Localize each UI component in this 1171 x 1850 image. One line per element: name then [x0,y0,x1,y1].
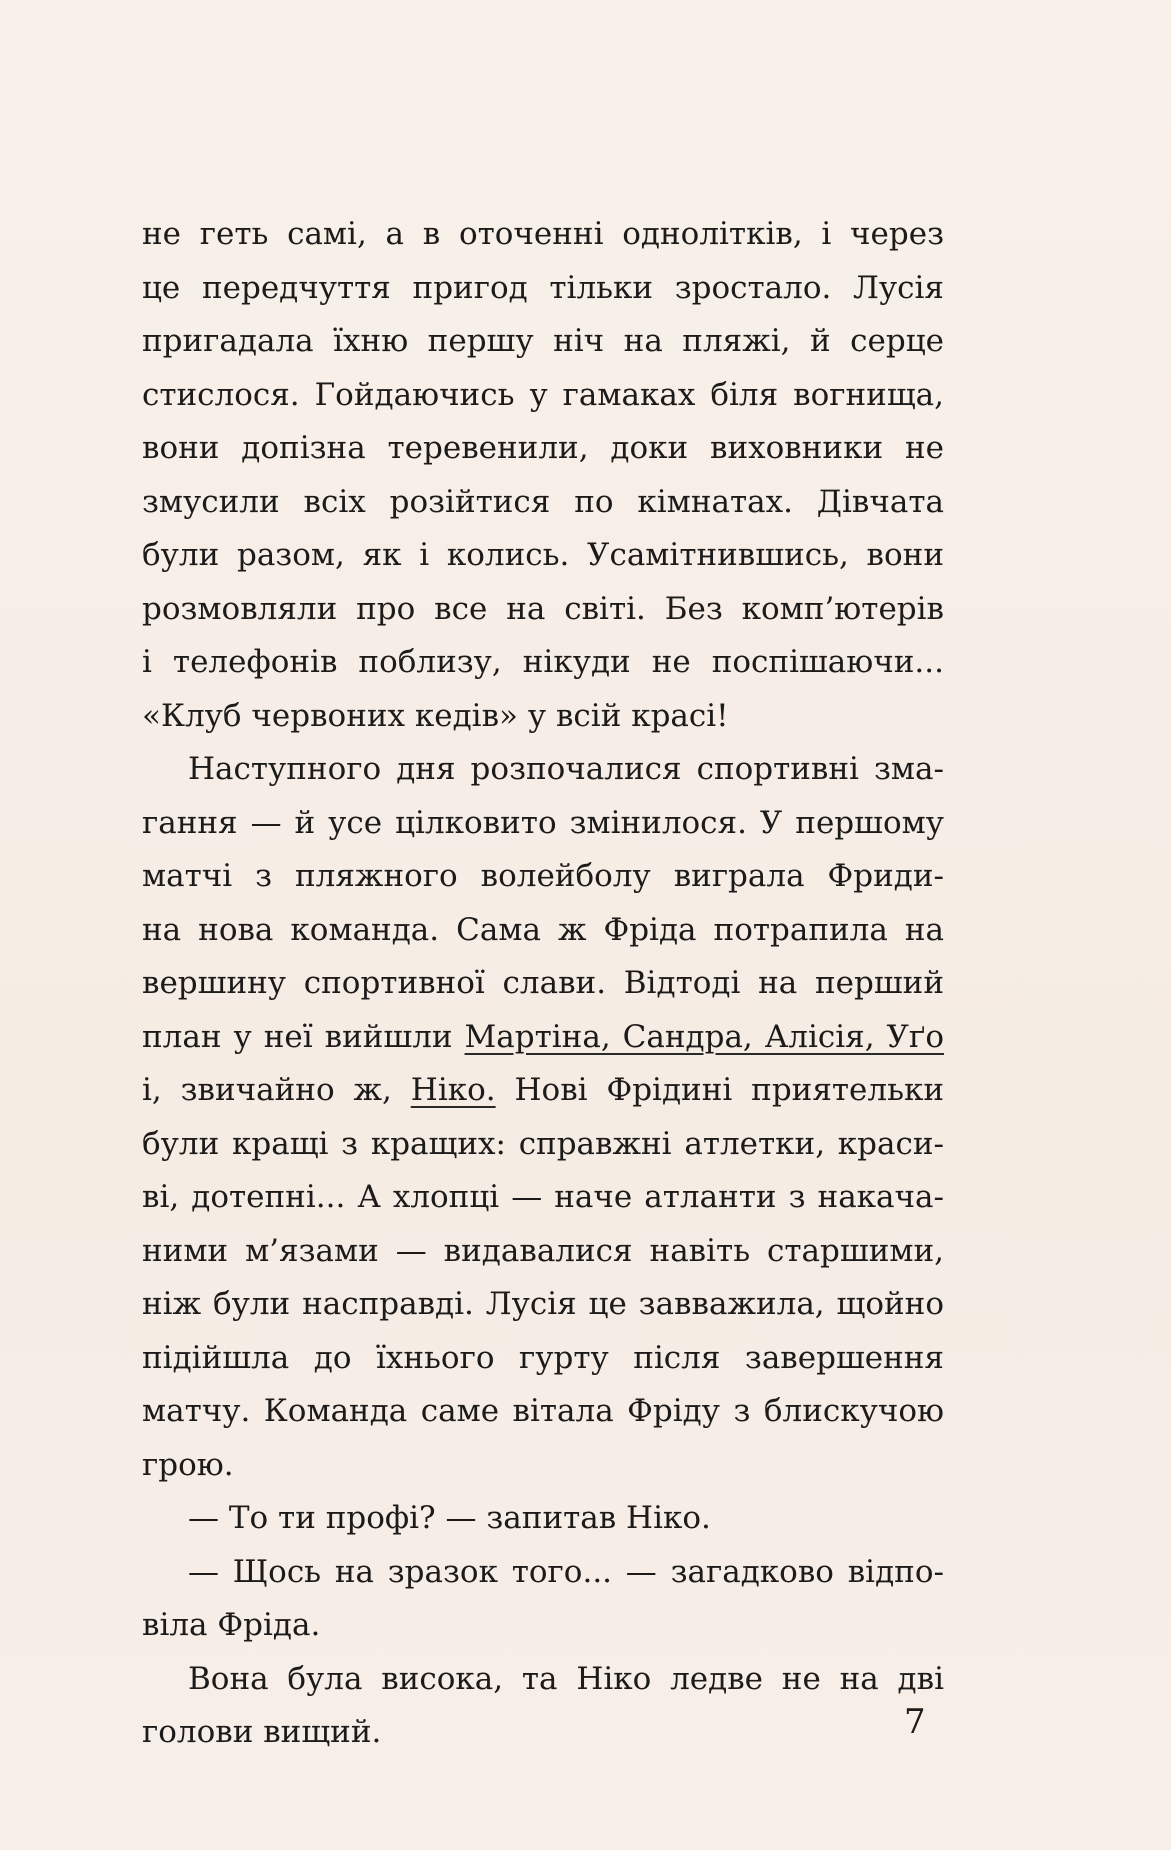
text-line: «Клуб червоних кедів» у всій красі! [142,697,729,734]
pen-underline-names: Мартіна, Сандра, Алісія, Уґо [464,1018,944,1055]
text-line: матчі з пляжного волейболу виграла Фриди- [142,858,944,894]
pen-underline-niko: Ніко. [410,1072,496,1108]
text-line: вершину спортивної слави. Відтоді на перший [142,965,944,1001]
text-line: і телефонів поблизу, нікуди не поспішаючи... [142,644,944,680]
text-fragment: план у неї вийшли [142,1018,465,1055]
text-line: змусили всіх розійтися по кімнатах. Дівчата [142,483,944,520]
text-line: вони допізна теревенили, доки виховники не [142,430,944,466]
text-line: Вона була висока, та Ніко ледве не на дві [188,1660,944,1697]
text-line: підійшла до їхнього гурту після завершення [142,1339,944,1376]
text-line: Наступного дня розпочалися спортивні зма- [188,751,944,787]
text-line: голови вищий. [142,1714,382,1750]
body-text [142,208,944,1760]
text-fragment: і, звичайно ж, [142,1072,411,1108]
text-line: матчу. Команда саме вітала Фріду з блискучою [142,1393,944,1429]
text-line [142,1011,944,1065]
text-line: ві, дотепні... А хлопці — наче атланти з накача- [142,1179,944,1215]
text-line: грою. [142,1446,234,1483]
text-line: на нова команда. Сама ж Фріда потрапила на [142,911,944,948]
dialogue-line: — Щось на зразок того... — загадково відпо- [188,1553,944,1590]
text-line: гання — й усе цілковито змінилося. У першому [142,804,944,841]
text-line: віла Фріда. [142,1607,321,1643]
text-line: стислося. Гойдаючись у гамаках біля вогнища, [142,376,944,413]
text-line: розмовляли про все на світі. Без комп’ютерів [142,590,944,627]
text-line [142,1064,944,1118]
text-fragment: Нові Фрідині приятельки [495,1072,944,1108]
dialogue-line: — То ти профі? — запитав Ніко. [188,1500,711,1536]
text-line: ніж були насправді. Лусія це завважила, щойно [142,1286,944,1322]
text-line: не геть самі, а в оточенні однолітків, і через [142,216,944,252]
text-line: були кращі з кращих: справжні атлетки, краси- [142,1125,944,1162]
page-number: 7 [904,1702,926,1742]
text-line: це передчуття пригод тільки зростало. Лусія [142,269,944,306]
text-line: були разом, як і колись. Усамітнившись, вони [142,537,944,573]
text-line: ними м’язами — видавалися навіть старшими, [142,1232,944,1269]
text-line: пригадала їхню першу ніч на пляжі, й серце [142,323,944,359]
